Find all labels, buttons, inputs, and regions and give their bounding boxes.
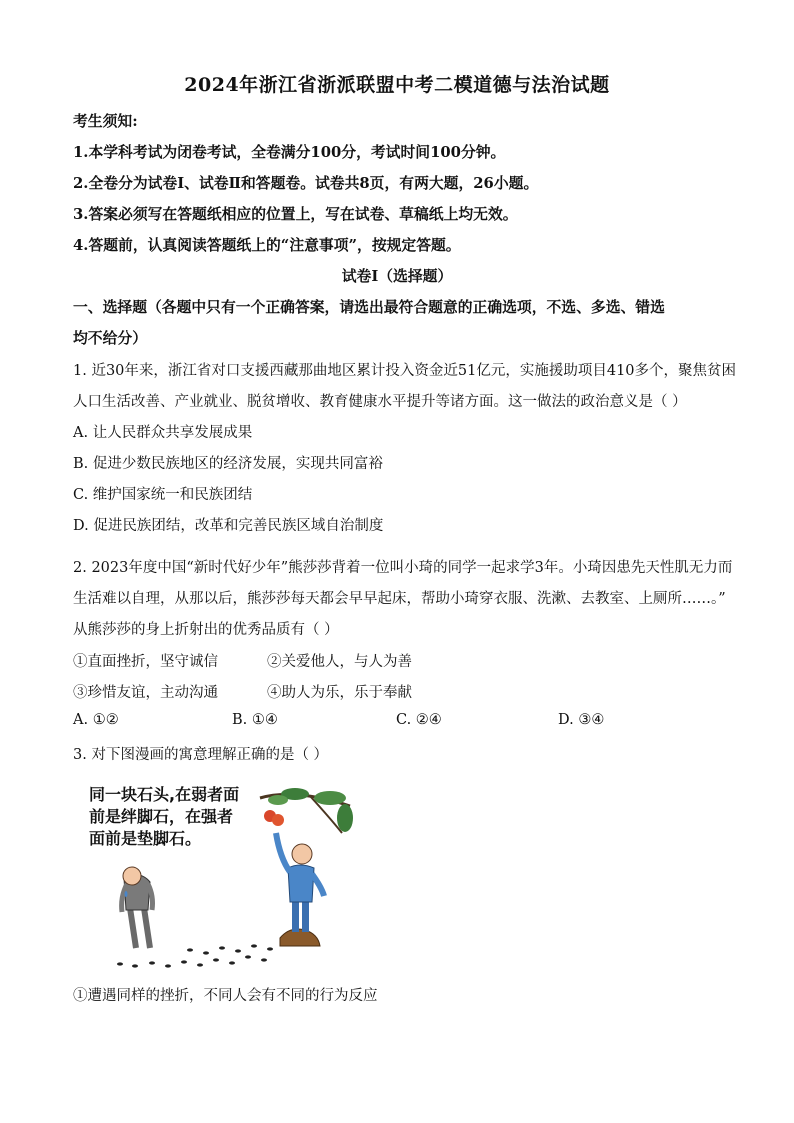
q2-choice-c: C. ②④ <box>396 712 442 728</box>
notice-item-3: 3.答案必须写在答题纸相应的位置上，写在试卷、草稿纸上均无效。 <box>73 206 518 223</box>
cartoon-caption-line-3: 面前是垫脚石。 <box>89 829 202 848</box>
q3-stem: 3. 对下图漫画的寓意理解正确的是（ ） <box>73 747 329 763</box>
cartoon-caption-line-1: 同一块石头,在弱者面 <box>89 785 240 804</box>
q2-stem-cont: 生活难以自理，从那以后，熊莎莎每天都会早早起床，帮助小琦穿衣服、洗漱、去教室、上厕所……。” <box>73 591 726 607</box>
notice-item-1: 1.本学科考试为闭卷考试，全卷满分100分，考试时间100分钟。 <box>73 144 506 161</box>
q2-statement-2: ②关爱他人，与人为善 <box>267 654 412 670</box>
q1-stem: 1. 近30年来，浙江省对口支援西藏那曲地区累计投入资金近51亿元，实施援助项目410多个，聚焦贫困 <box>73 363 737 379</box>
notice-item-2: 2.全卷分为试卷Ⅰ、试卷Ⅱ和答题卷。试卷共8页，有两大题，26小题。 <box>73 175 539 192</box>
part1-instruction-cont: 均不给分） <box>73 330 147 347</box>
q2-statement-1: ①直面挫折，坚守诚信 <box>73 654 218 670</box>
cartoon-caption <box>89 784 239 850</box>
q1-option-a: A. 让人民群众共享发展成果 <box>73 425 253 441</box>
section-title: 试卷Ⅰ（选择题） <box>341 268 453 285</box>
q2-stem: 2. 2023年度中国“新时代好少年”熊莎莎背着一位叫小琦的同学一起求学3年。小琦因患先天性肌无力而 <box>73 560 733 576</box>
q2-choice-b: B. ①④ <box>232 712 278 728</box>
q2-statement-3: ③珍惜友谊，主动沟通 <box>73 685 218 701</box>
q1-option-b: B. 促进少数民族地区的经济发展，实现共同富裕 <box>73 456 383 472</box>
q1-option-d: D. 促进民族团结，改革和完善民族区域自治制度 <box>73 518 384 534</box>
q1-stem-cont: 人口生活改善、产业就业、脱贫增收、教育健康水平提升等诸方面。这一做法的政治意义是（ ） <box>73 394 687 410</box>
exam-title: 2024年浙江省浙派联盟中考二模道德与法治试题 <box>184 74 610 96</box>
q2-choice-a: A. ①② <box>73 712 119 728</box>
q2-choice-d: D. ③④ <box>558 712 605 728</box>
q1-option-c: C. 维护国家统一和民族团结 <box>73 487 253 503</box>
part1-instruction: 一、选择题（各题中只有一个正确答案，请选出最符合题意的正确选项，不选、多选、错选 <box>73 299 665 316</box>
q3-statement-1: ①遭遇同样的挫折，不同人会有不同的行为反应 <box>73 988 378 1004</box>
q2-statement-4: ④助人为乐，乐于奉献 <box>267 685 412 701</box>
notice-heading: 考生须知: <box>73 113 138 130</box>
notice-item-4: 4.答题前，认真阅读答题纸上的“注意事项”，按规定答题。 <box>73 237 461 254</box>
cartoon-caption-line-2: 前是绊脚石，在强者 <box>89 807 234 826</box>
q2-stem-end: 从熊莎莎的身上折射出的优秀品质有（ ） <box>73 622 339 638</box>
